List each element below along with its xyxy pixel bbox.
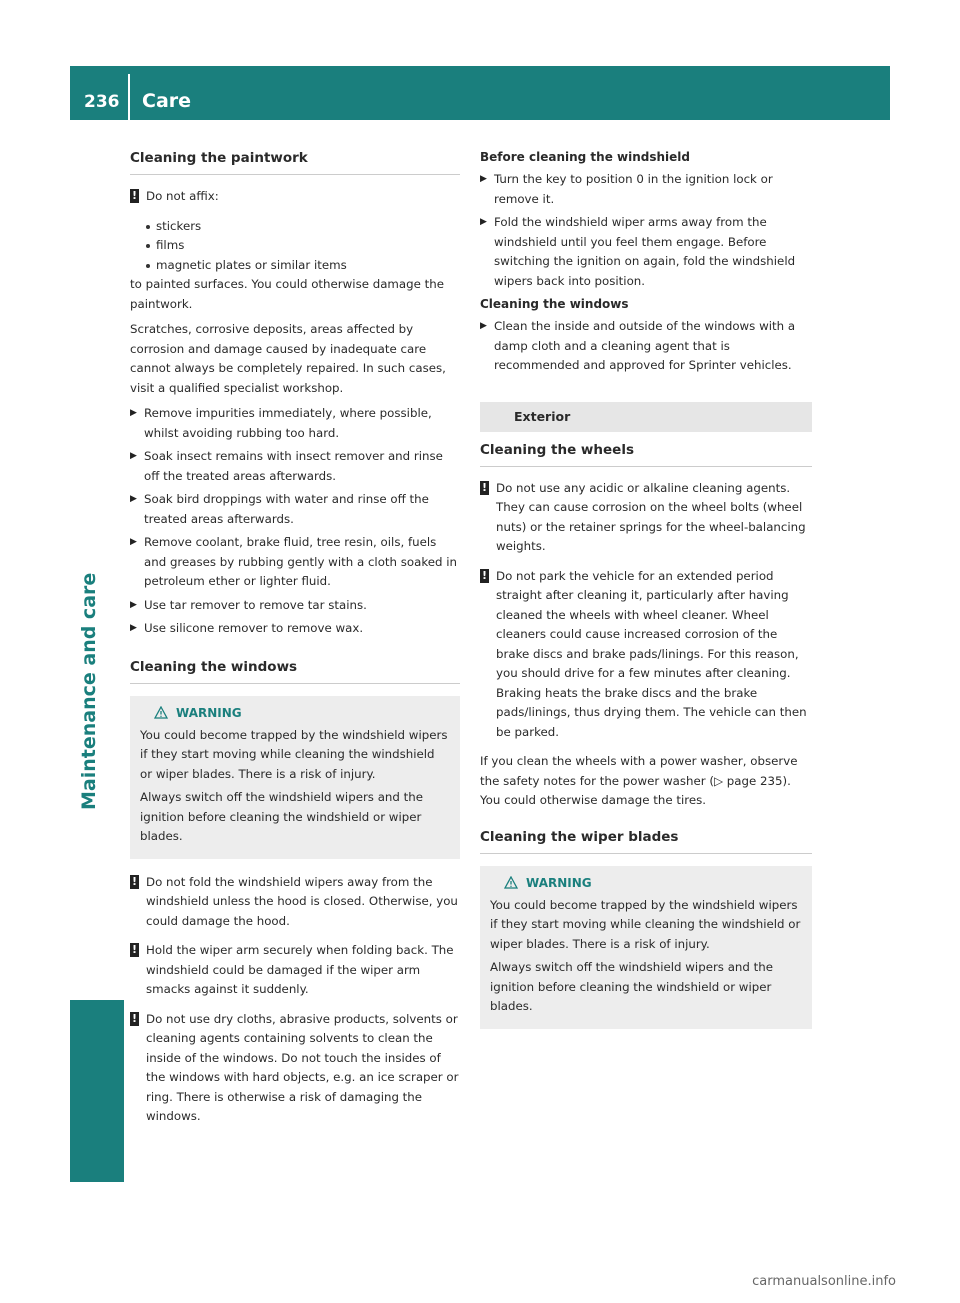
- watermark: carmanualsonline.info: [752, 1274, 896, 1289]
- section-title-paintwork: Cleaning the paintwork: [130, 150, 460, 175]
- step: ▶ Remove impurities immediately, where possible, whilst avoiding rubbing too hard.: [130, 404, 460, 443]
- warning-triangle-icon: [504, 876, 518, 889]
- section-title-wiper-blades: Cleaning the wiper blades: [480, 829, 812, 854]
- notice: ! Do not park the vehicle for an extended period straight after cleaning it, particularly after having cleaned the wheels with wheel cleaner. Wheel cleaners could cause increased corrosion of the brake discs and brake pads/linings. For this reason, you should drive for a few minutes after cleaning. Braking heats the brake discs and the brake pads/linings, thus drying them. The vehicle can then be parked.: [481, 568, 807, 739]
- side-tab: [70, 120, 124, 1230]
- step: ▶ Use tar remover to remove tar stains.: [130, 596, 460, 616]
- step: ▶ Fold the windshield wiper arms away from the windshield until you feel them engage. Before switching the ignition on again, fold the windshield wipers back into position.: [480, 213, 812, 291]
- subheading-before-windshield: Before cleaning the windshield: [480, 150, 690, 164]
- exclamation-icon: !: [131, 874, 138, 888]
- right-column: [480, 150, 812, 1043]
- step: ▶ Use silicone remover to remove wax.: [130, 619, 460, 639]
- exclamation-icon: !: [131, 1011, 138, 1025]
- notice: ! Do not affix:: [131, 189, 219, 203]
- warning-box: [130, 696, 460, 859]
- bullet-list: [130, 217, 460, 276]
- subheading-cleaning-windows: Cleaning the windows: [480, 297, 629, 311]
- page-header: [70, 66, 890, 120]
- notice: ! Do not use any acidic or alkaline cleaning agents. They can cause corrosion on the wheel bolts (wheel nuts) or the retainer springs for the wheel-balancing weights.: [481, 480, 806, 553]
- exclamation-icon: !: [481, 480, 488, 494]
- header-divider: [128, 74, 130, 120]
- list-item: magnetic plates or similar items: [146, 256, 460, 276]
- page-number: 236: [84, 92, 120, 112]
- exclamation-icon: !: [481, 568, 488, 582]
- side-tab-marker: [70, 1000, 124, 1182]
- section-title-windows: Cleaning the windows: [130, 659, 460, 684]
- step: ▶ Turn the key to position 0 in the ignition lock or remove it.: [480, 170, 812, 209]
- notice: ! Do not use dry cloths, abrasive products, solvents or cleaning agents containing solvents to clean the inside of the windows. Do not touch the insides of the windows with hard objects, e.g. an ice scraper or ring. There is otherwise a risk of damaging the windows.: [131, 1011, 459, 1123]
- exterior-section-band: Exterior: [480, 402, 812, 432]
- warning-text: You could become trapped by the windshield wipers if they start moving while cleaning the windshield or wiper blades. There is a risk of injury.: [490, 897, 801, 951]
- warning-text: Always switch off the windshield wipers and the ignition before cleaning the windshield or wiper blades.: [140, 790, 424, 843]
- exclamation-icon: !: [131, 943, 138, 956]
- chapter-title: Care: [142, 90, 192, 112]
- list-item: stickers: [146, 217, 460, 237]
- warning-header: WARNING: [490, 876, 802, 890]
- side-tab-label: Maintenance and care: [78, 572, 100, 810]
- step: ▶ Soak bird droppings with water and rinse off the treated areas afterwards.: [130, 490, 460, 529]
- notice: ! Do not fold the windshield wipers away from the windshield unless the hood is closed. Otherwise, you could damage the hood.: [131, 874, 458, 928]
- notice: ! Hold the wiper arm securely when folding back. The windshield could be damaged if the wiper arm smacks against it suddenly.: [131, 943, 454, 996]
- exclamation-icon: !: [131, 189, 138, 202]
- left-column: [130, 150, 460, 1137]
- warning-box: [480, 866, 812, 1029]
- step: ▶ Remove coolant, brake fluid, tree resin, oils, fuels and greases by rubbing gently with a cloth soaked in petroleum ether or lighter fluid.: [130, 533, 460, 592]
- step: ▶ Soak insect remains with insect remover and rinse off the treated areas afterwards.: [130, 447, 460, 486]
- section-title-wheels: Cleaning the wheels: [480, 442, 812, 467]
- notice-outro: to painted surfaces. You could otherwise damage the paintwork.: [130, 277, 445, 311]
- paragraph: If you clean the wheels with a power washer, observe the safety notes for the power washer (▷ page 235). You could otherwise damage the tires.: [480, 754, 798, 807]
- paragraph: Scratches, corrosive deposits, areas affected by corrosion and damage caused by inadequate care cannot always be completely repaired. In such cases, visit a qualified specialist workshop.: [130, 322, 446, 395]
- warning-triangle-icon: [154, 706, 168, 719]
- warning-header: WARNING: [140, 706, 450, 720]
- warning-text: You could become trapped by the windshield wipers if they start moving while cleaning the windshield or wiper blades. There is a risk of injury.: [140, 727, 448, 781]
- list-item: films: [146, 236, 460, 256]
- step: ▶ Clean the inside and outside of the windows with a damp cloth and a cleaning agent that is recommended and approved for Sprinter vehicles.: [480, 317, 812, 376]
- warning-text: Always switch off the windshield wipers and the ignition before cleaning the windshield or wiper blades.: [490, 960, 774, 1013]
